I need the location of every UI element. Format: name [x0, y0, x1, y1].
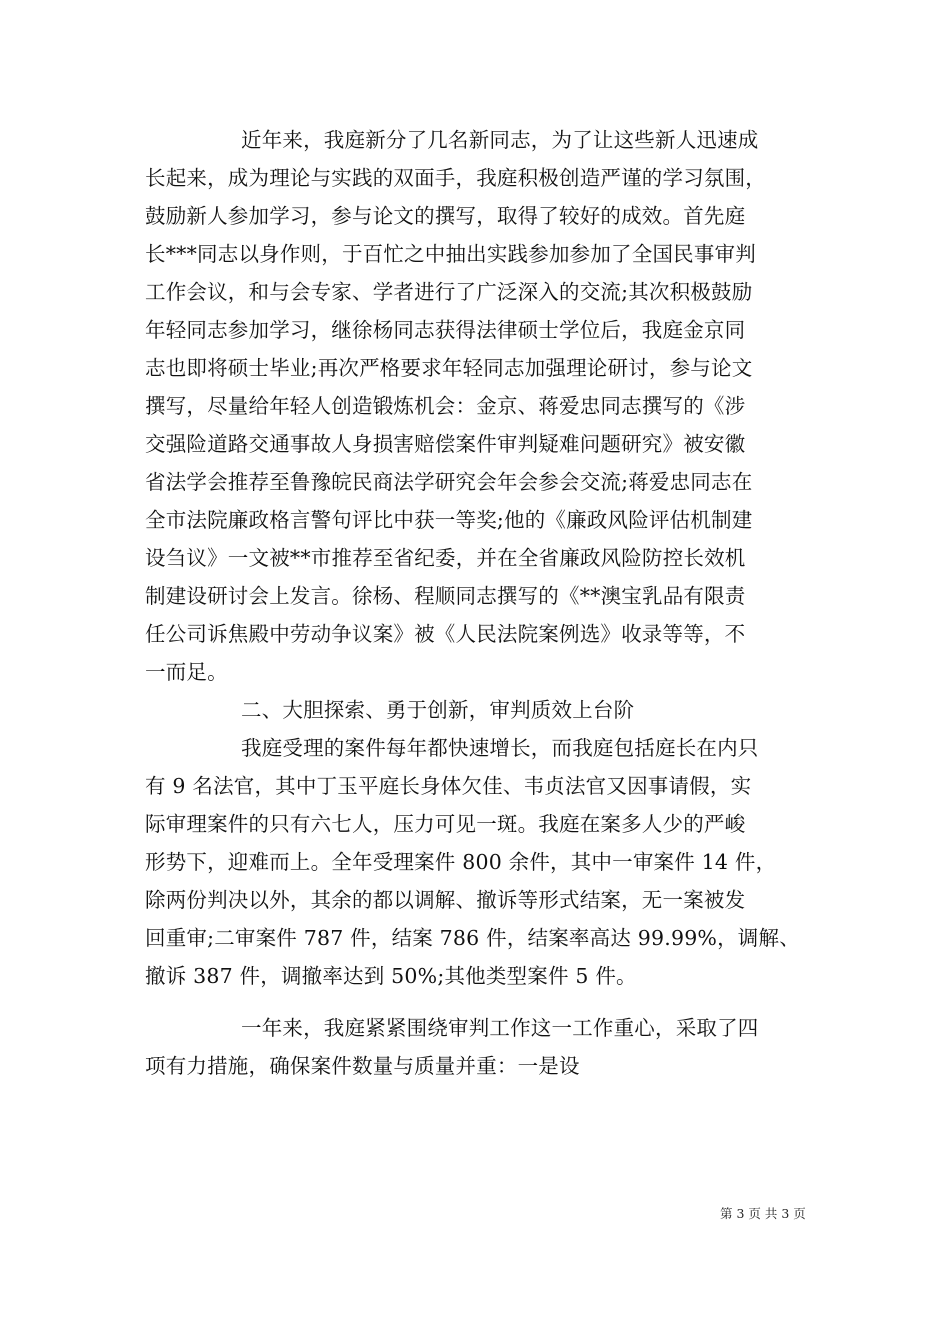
paragraph [145, 729, 815, 995]
text-line: 有 9 名法官，其中丁玉平庭长身体欠佳、韦贞法官又因事请假，实 [145, 774, 752, 798]
text-line: 撤诉 387 件，调撤率达到 50%;其他类型案件 5 件。 [145, 964, 637, 988]
text-line: 撰写，尽量给年轻人创造锻炼机会：金京、蒋爱忠同志撰写的《涉 [145, 394, 746, 418]
document-body [145, 121, 815, 1085]
text-line: 长起来，成为理论与实践的双面手，我庭积极创造严谨的学习氛围， [145, 166, 766, 190]
text-line: 交强险道路交通事故人身损害赔偿案件审判疑难问题研究》被安徽 [145, 432, 746, 456]
text-line: 年轻同志参加学习，继徐杨同志获得法律硕士学位后，我庭金京同 [145, 318, 746, 342]
text-line: 志也即将硕士毕业;再次严格要求年轻同志加强理论研讨，参与论文 [145, 356, 753, 380]
text-line: 全市法院廉政格言警句评比中获一等奖;他的《廉政风险评估机制建 [145, 508, 753, 532]
text-line: 设刍议》一文被**市推荐至省纪委，并在全省廉政风险防控长效机 [145, 546, 746, 570]
text-line: 一年来，我庭紧紧围绕审判工作这一工作重心，采取了四 [241, 1016, 759, 1040]
text-line: 近年来，我庭新分了几名新同志，为了让这些新人迅速成 [241, 128, 759, 152]
text-line: 形势下，迎难而上。全年受理案件 800 余件，其中一审案件 14 件， [145, 850, 777, 874]
section-heading-text: 二、大胆探索、勇于创新，审判质效上台阶 [241, 698, 635, 722]
text-line: 际审理案件的只有六七人，压力可见一斑。我庭在案多人少的严峻 [145, 812, 746, 836]
text-line: 除两份判决以外，其余的都以调解、撤诉等形式结案，无一案被发 [145, 888, 746, 912]
text-line: 长***同志以身作则，于百忙之中抽出实践参加参加了全国民事审判 [145, 242, 756, 266]
text-line: 任公司诉焦殿中劳动争议案》被《人民法院案例选》收录等等，不 [145, 622, 746, 646]
text-line: 省法学会推荐至鲁豫皖民商法学研究会年会参会交流;蒋爱忠同志在 [145, 470, 753, 494]
text-line: 一而足。 [145, 660, 228, 684]
text-line: 回重审;二审案件 787 件，结案 786 件，结案率高达 99.99%，调解、 [145, 926, 800, 950]
text-line: 鼓励新人参加学习，参与论文的撰写，取得了较好的成效。首先庭 [145, 204, 746, 228]
paragraph-spacer [145, 995, 815, 1009]
text-line: 制建设研讨会上发言。徐杨、程顺同志撰写的《**澳宝乳品有限责 [145, 584, 746, 608]
paragraph [145, 1009, 815, 1085]
text-line: 项有力措施，确保案件数量与质量并重：一是设 [145, 1054, 580, 1078]
section-heading [145, 691, 815, 729]
text-line: 我庭受理的案件每年都快速增长，而我庭包括庭长在内只 [241, 736, 759, 760]
paragraph [145, 121, 815, 691]
text-line: 工作会议，和与会专家、学者进行了广泛深入的交流;其次积极鼓励 [145, 280, 753, 304]
page-number-footer: 第 3 页 共 3 页 [720, 1206, 806, 1221]
